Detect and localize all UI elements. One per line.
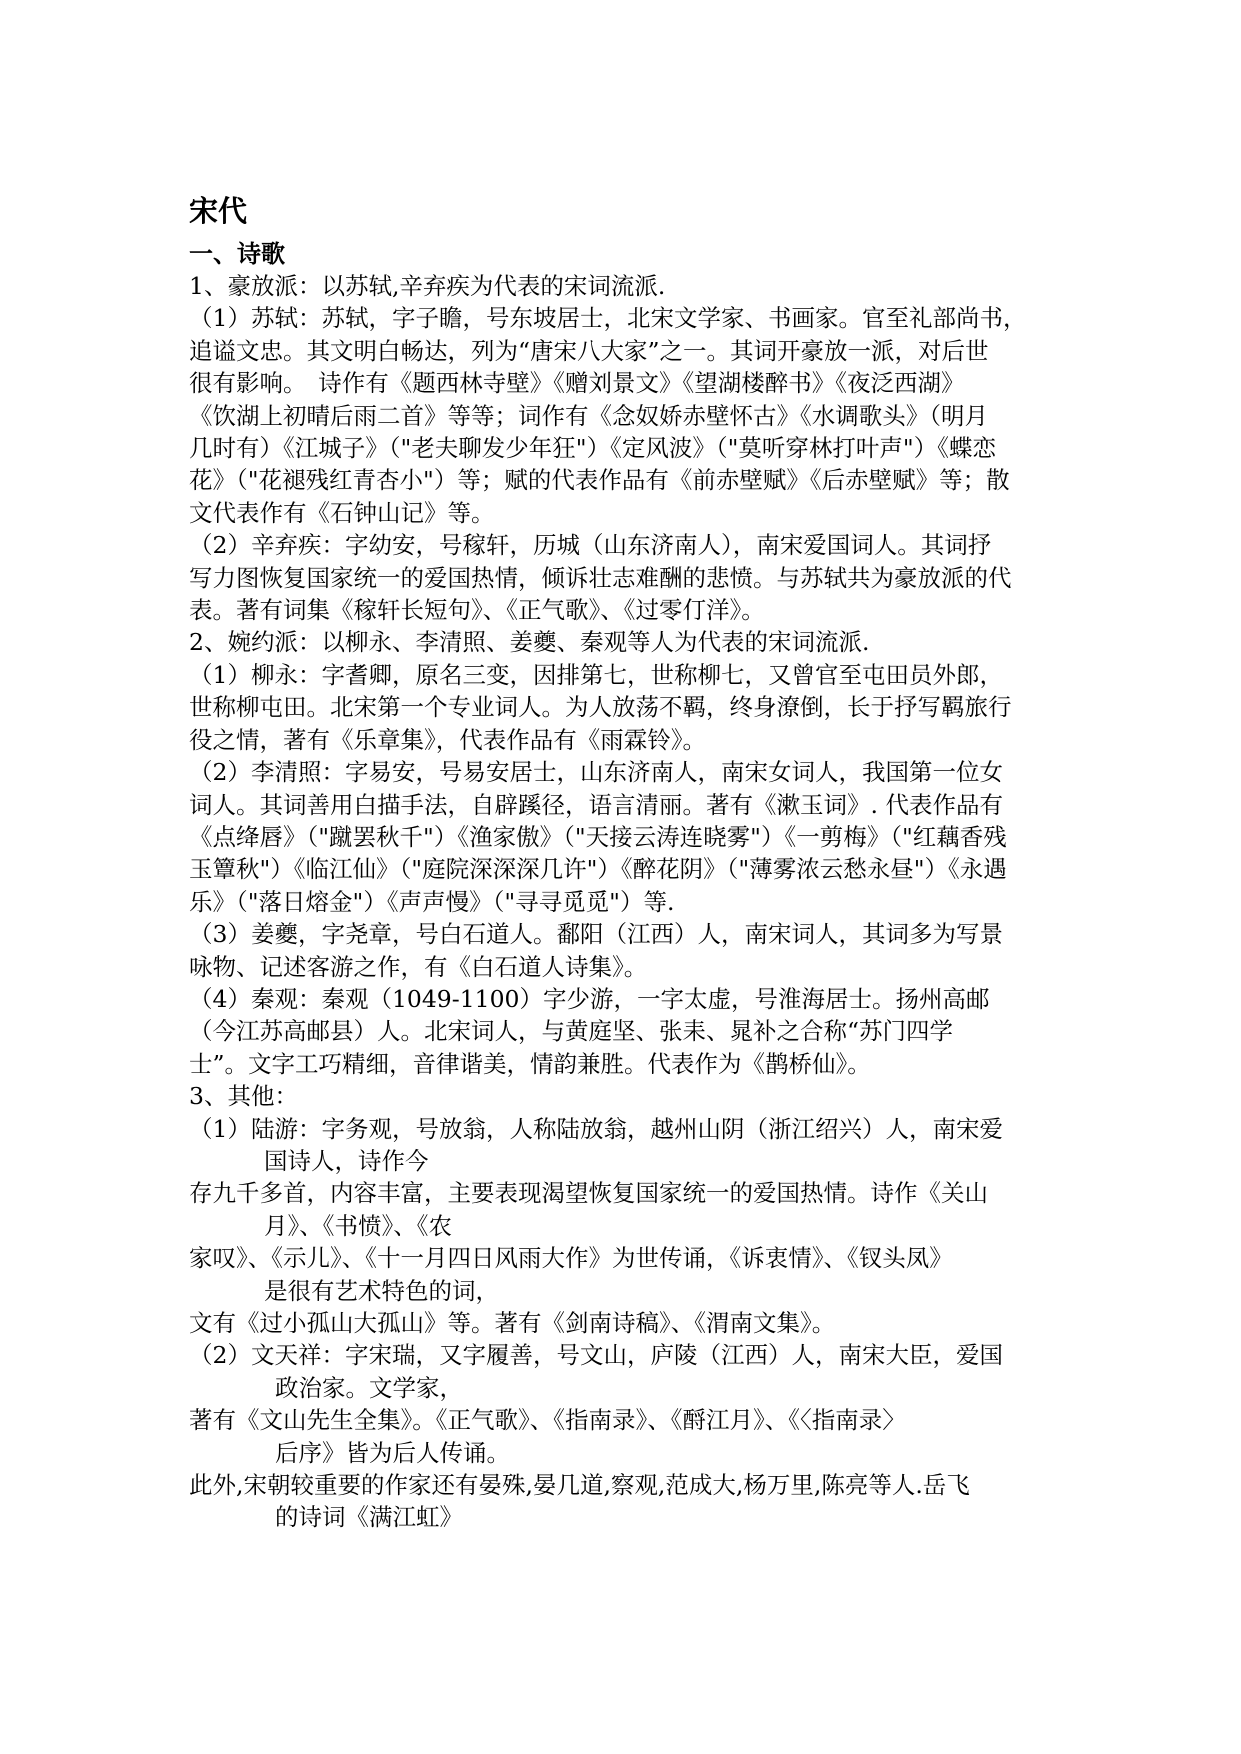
text-line: 咏物、记述客游之作，有《白石道人诗集》。 [189, 952, 648, 981]
page-title: 宋代 [189, 194, 248, 228]
paragraph-li-qingzhao [189, 756, 1049, 918]
text-line: （3）姜夔，字尧章，号白石道人。鄱阳（江西）人，南宋词人，其词多为写景 [189, 920, 1003, 949]
text-line: 文代表作有《石钟山记》等。 [189, 498, 495, 527]
text-line: 《点绛唇》（"蹴罢秋千"）《渔家傲》（"天接云涛连晓雾"）《一剪梅》（"红藕香残 [189, 822, 1007, 851]
paragraph-jiang-kui [189, 918, 1049, 983]
paragraph-lu-you [189, 1113, 1049, 1340]
document-body [189, 190, 1049, 1534]
text-line: 很有影响。 诗作有《题西林寺壁》《赠刘景文》《望湖楼醉书》《夜泛西湖》 [189, 369, 965, 398]
text-line: 的诗词《满江虹》 [275, 1503, 463, 1532]
text-line: 政治家。文学家， [275, 1373, 463, 1402]
text-line: 写力图恢复国家统一的爱国热情，倾诉壮志难酬的悲愤。与苏轼共为豪放派的代 [189, 563, 1012, 592]
text-line: 玉簟秋"）《临江仙》（"庭院深深深几许"）《醉花阴》（"薄雾浓云愁永昼"）《永遇 [189, 855, 1007, 884]
text-line: （1）柳永：字耆卿，原名三变，因排第七，世称柳七，又曾官至屯田员外郎， [189, 660, 1003, 689]
text-line: 存九千多首，内容丰富，主要表现渴望恢复国家统一的爱国热情。诗作《关山 [189, 1179, 988, 1208]
text-line: 《饮湖上初晴后雨二首》等等；词作有《念奴娇赤壁怀古》《水调歌头》（明月 [189, 401, 988, 430]
paragraph-xin-qiji [189, 529, 1049, 626]
text-line: （2）文天祥：字宋瑞，又字履善，号文山，庐陵（江西）人，南宋大臣，爱国 [189, 1341, 1003, 1370]
text-line: （2）辛弃疾：字幼安，号稼轩，历城（山东济南人），南宋爱国词人。其词抒 [189, 531, 992, 560]
text-line: 乐》（"落日熔金"）《声声慢》（"寻寻觅觅"）等. [189, 887, 675, 916]
section-heading-poetry: 一、诗歌 [189, 240, 285, 268]
text-line: 世称柳屯田。北宋第一个专业词人。为人放荡不羁，终身潦倒，长于抒写羁旅行 [189, 693, 1012, 722]
text-line: 著有《文山先生全集》。《正气歌》、《指南录》、《酹江月》、《〈指南录〉 [189, 1406, 906, 1435]
text-line: （今江苏高邮县）人。北宋词人，与黄庭坚、张耒、晁补之合称“苏门四学 [189, 1017, 954, 1046]
paragraph-other-writers [189, 1469, 1049, 1534]
text-line: 追谥文忠。其文明白畅达，列为“唐宋八大家”之一。其词开豪放一派，对后世 [189, 336, 989, 365]
paragraph-qin-guan [189, 983, 1049, 1080]
text-line: 是很有艺术特色的词， [264, 1276, 499, 1305]
text-line: 词人。其词善用白描手法，自辟蹊径，语言清丽。著有《漱玉词》. 代表作品有 [189, 790, 1003, 819]
text-line: 役之情，著有《乐章集》，代表作品有《雨霖铃》。 [189, 725, 706, 754]
text-line: 几时有）《江城子》（"老夫聊发少年狂"）《定风波》（"莫听穿林打叶声"）《蝶恋 [189, 434, 996, 463]
paragraph-su-shi [189, 302, 1049, 529]
text-line: 文有《过小孤山大孤山》等。著有《剑南诗稿》、《渭南文集》。 [189, 1309, 836, 1337]
subheading-others: 3、其他： [189, 1082, 298, 1111]
text-line: 国诗人，诗作今 [264, 1146, 429, 1175]
text-line: （1）苏轼：苏轼，字子瞻，号东坡居士，北宋文学家、书画家。官至礼部尚书， [189, 304, 1027, 333]
text-line: 花》（"花褪残红青杏小"）等；赋的代表作品有《前赤壁赋》《后赤壁赋》等；散 [189, 466, 1010, 495]
subheading-wanyue: 2、婉约派：以柳永、李清照、姜夔、秦观等人为代表的宋词流派. [189, 628, 870, 657]
text-line: 士”。文字工巧精细，音律谐美，情韵兼胜。代表作为《鹊桥仙》。 [189, 1049, 871, 1078]
paragraph-wen-tianxiang [189, 1339, 1049, 1469]
text-line: 月》、《书愤》、《农 [264, 1211, 452, 1240]
text-line: （1）陆游：字务观，号放翁，人称陆放翁，越州山阴（浙江绍兴）人，南宋爱 [189, 1114, 1003, 1143]
text-line: 家叹》、《示儿》、《十一月四日风雨大作》为世传诵，《诉衷情》、《钗头凤》 [189, 1244, 953, 1273]
text-line: 表。著有词集《稼轩长短句》、《正气歌》、《过零仃洋》。 [189, 596, 765, 625]
text-line: 此外,宋朝较重要的作家还有晏殊,晏几道,察观,范成大,杨万里,陈亮等人.岳飞 [189, 1471, 970, 1500]
paragraph-liu-yong [189, 659, 1049, 756]
text-line: （2）李清照：字易安，号易安居士，山东济南人，南宋女词人，我国第一位女 [189, 758, 1003, 787]
subheading-haofang: 1、豪放派：以苏轼,辛弃疾为代表的宋词流派. [189, 272, 666, 300]
text-line: 后序》皆为后人传诵。 [275, 1438, 510, 1467]
text-line: （4）秦观：秦观（1049-1100）字少游，一字太虚，号淮海居士。扬州高邮 [189, 984, 990, 1013]
